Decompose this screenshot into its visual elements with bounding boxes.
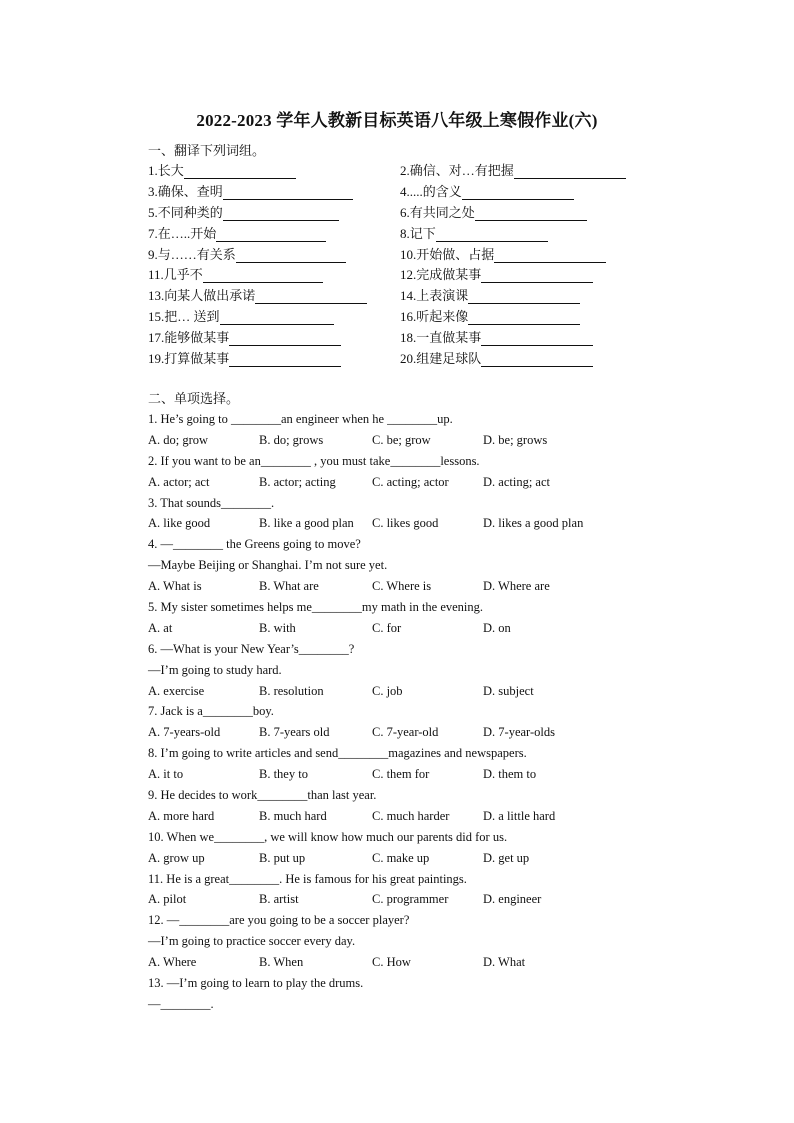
option-a[interactable]: A. it to [148,767,184,782]
answer-blank[interactable] [223,185,353,200]
vocab-prompt: 16.听起来像 [400,309,469,325]
option-a[interactable]: A. more hard [148,808,215,823]
vocab-item [148,244,346,263]
answer-blank[interactable] [481,331,593,346]
option-b[interactable]: B. actor; acting [259,474,336,489]
multiple-choice-list [148,409,668,1015]
option-d[interactable]: D. be; grows [483,432,548,447]
question-stem: 4. —________ the Greens going to move? [148,537,361,552]
vocab-row [148,264,668,285]
question-stem: 7. Jack is a________boy. [148,704,274,719]
vocab-prompt: 18.一直做某事 [400,330,482,346]
vocab-row [148,327,668,348]
vocab-prompt: 5.不同种类的 [148,204,223,220]
vocab-prompt: 20.组建足球队 [400,351,482,367]
option-row [148,952,668,973]
option-d[interactable]: D. them to [483,767,537,782]
option-b[interactable]: B. resolution [259,683,324,698]
vocab-prompt: 14.上表演课 [400,288,469,304]
vocab-prompt: 3.确保、查明 [148,183,223,199]
answer-blank[interactable] [229,352,341,367]
vocab-row [148,306,668,327]
option-row [148,722,668,743]
option-c[interactable]: C. for [372,620,402,635]
vocab-item [148,223,326,242]
option-d[interactable]: D. a little hard [483,808,556,823]
option-a[interactable]: A. 7-years-old [148,725,221,740]
option-row [148,764,668,785]
page-title: 2022-2023 学年人教新目标英语八年级上寒假作业(六) [196,111,598,130]
answer-blank[interactable] [203,268,323,283]
vocab-item [400,181,574,200]
answer-blank[interactable] [468,310,580,325]
question-stem: 2. If you want to be an________ , you must take________lessons. [148,453,480,468]
option-row [148,472,668,493]
option-d[interactable]: D. on [483,620,511,635]
question-stem: 5. My sister sometimes helps me________my math in the evening. [148,600,484,615]
vocab-prompt: 19.打算做某事 [148,351,230,367]
vocab-row [148,160,668,181]
option-a[interactable]: A. do; grow [148,432,209,447]
section-1-heading: 一、翻译下列词组。 [148,143,266,158]
vocab-item [400,160,626,179]
question-stem: 1. He’s going to ________an engineer when he ________up. [148,412,453,426]
vocab-item [148,285,367,304]
vocab-prompt: 2.确信、对…有把握 [400,163,514,178]
question-stem: 6. —What is your New Year’s________? [148,641,355,656]
vocab-item [400,306,580,325]
option-row [148,848,668,869]
vocab-prompt: 8.记下 [400,225,436,241]
vocab-item [400,264,593,283]
vocab-item [148,348,341,367]
question-dialogue-line: —I’m going to study hard. [148,662,282,677]
option-d[interactable]: D. Where are [483,579,550,594]
vocab-prompt: 4.....的含义 [400,183,462,199]
option-a[interactable]: A. Where [148,955,197,970]
option-a[interactable]: A. exercise [148,683,205,698]
vocab-row [148,348,668,369]
vocab-item [400,244,606,263]
vocab-prompt: 7.在…..开始 [148,225,217,241]
answer-blank[interactable] [475,206,587,221]
answer-blank[interactable] [216,227,326,242]
option-b[interactable]: B. put up [259,850,306,865]
option-b[interactable]: B. do; grows [259,432,324,447]
vocab-prompt: 17.能够做某事 [148,330,230,346]
option-b[interactable]: B. artist [259,892,299,907]
option-c[interactable]: C. job [372,683,403,698]
vocab-item [148,264,323,283]
answer-blank[interactable] [468,289,580,304]
vocab-row [148,202,668,223]
option-d[interactable]: D. What [483,955,526,970]
option-row [148,806,668,827]
vocab-prompt: 11.几乎不 [148,267,203,283]
option-a[interactable]: A. grow up [148,850,205,865]
option-row [148,430,668,451]
option-c[interactable]: C. them for [372,767,430,782]
option-c[interactable]: C. much harder [372,808,450,823]
option-c[interactable]: C. 7-year-old [372,725,439,740]
option-d[interactable]: D. subject [483,683,534,698]
option-c[interactable]: C. programmer [372,892,449,907]
option-c[interactable]: C. be; grow [372,432,431,447]
vocab-item [148,306,334,325]
answer-blank[interactable] [223,206,339,221]
answer-blank[interactable] [481,268,593,283]
answer-blank[interactable] [462,185,574,200]
option-row [148,576,668,597]
option-c[interactable]: C. acting; actor [372,474,449,489]
answer-blank[interactable] [436,227,548,242]
vocab-prompt: 1.长大 [148,163,184,178]
vocab-item [148,181,353,200]
vocab-prompt: 9.与……有关系 [148,246,236,262]
vocab-row [148,223,668,244]
option-a[interactable]: A. at [148,620,173,635]
vocab-prompt: 15.把… 送到 [148,309,220,325]
option-row [148,618,668,639]
option-d[interactable]: D. get up [483,850,530,865]
option-d[interactable]: D. acting; act [483,474,550,489]
option-b[interactable]: B. much hard [259,808,327,823]
option-c[interactable]: C. make up [372,850,430,865]
answer-blank[interactable] [220,310,334,325]
option-row [148,681,668,702]
option-a[interactable]: A. pilot [148,892,187,907]
question-stem: 9. He decides to work________than last year. [148,788,377,803]
option-d[interactable]: D. engineer [483,892,542,907]
question-stem: 13. —I’m going to learn to play the drums. [148,976,364,991]
option-a[interactable]: A. What is [148,579,202,594]
vocab-item [400,327,593,346]
answer-blank[interactable] [494,248,606,263]
answer-blank[interactable] [255,289,367,304]
vocab-item [400,223,548,242]
vocab-item [148,160,296,179]
vocab-item [400,285,580,304]
vocab-item [400,348,593,367]
option-b[interactable]: B. When [259,955,304,970]
answer-blank[interactable] [514,164,626,179]
option-c[interactable]: C. likes good [372,516,439,531]
option-c[interactable]: C. How [372,955,411,970]
vocab-row [148,244,668,265]
answer-blank[interactable] [184,164,296,179]
option-d[interactable]: D. likes a good plan [483,516,584,531]
vocab-prompt: 6.有共同之处 [400,204,475,220]
answer-blank[interactable] [229,331,341,346]
question-dialogue-line: —I’m going to practice soccer every day. [148,934,356,949]
option-row [148,889,668,910]
vocab-prompt: 13.向某人做出承诺 [148,288,256,304]
vocab-row [148,181,668,202]
option-d[interactable]: D. 7-year-olds [483,725,555,740]
answer-blank[interactable] [481,352,593,367]
vocab-item [148,327,341,346]
vocab-item [400,202,587,221]
option-b[interactable]: B. with [259,620,296,635]
option-b[interactable]: B. What are [259,579,319,594]
vocab-prompt: 10.开始做、占据 [400,246,495,262]
answer-blank[interactable] [236,248,346,263]
question-stem: 12. —________are you going to be a soccer player? [148,913,410,928]
question-dialogue-line: —Maybe Beijing or Shanghai. I’m not sure yet. [148,558,388,573]
vocab-list [148,160,668,369]
question-stem: 3. That sounds________. [148,495,275,510]
option-row [148,513,668,534]
option-b[interactable]: B. like a good plan [259,516,354,531]
question-stem: 8. I’m going to write articles and send________magazines and newspapers. [148,746,527,761]
vocab-prompt: 12.完成做某事 [400,267,482,283]
vocab-row [148,285,668,306]
option-b[interactable]: B. they to [259,767,308,782]
vocab-item [148,202,339,221]
option-c[interactable]: C. Where is [372,579,432,594]
option-a[interactable]: A. actor; act [148,474,210,489]
option-b[interactable]: B. 7-years old [259,725,330,740]
section-2-heading: 二、单项选择。 [148,391,240,406]
question-stem: 10. When we________, we will know how much our parents did for us. [148,829,508,844]
option-a[interactable]: A. like good [148,516,211,531]
question-dialogue-line: —________. [148,996,214,1011]
question-stem: 11. He is a great________. He is famous for his great paintings. [148,871,467,886]
